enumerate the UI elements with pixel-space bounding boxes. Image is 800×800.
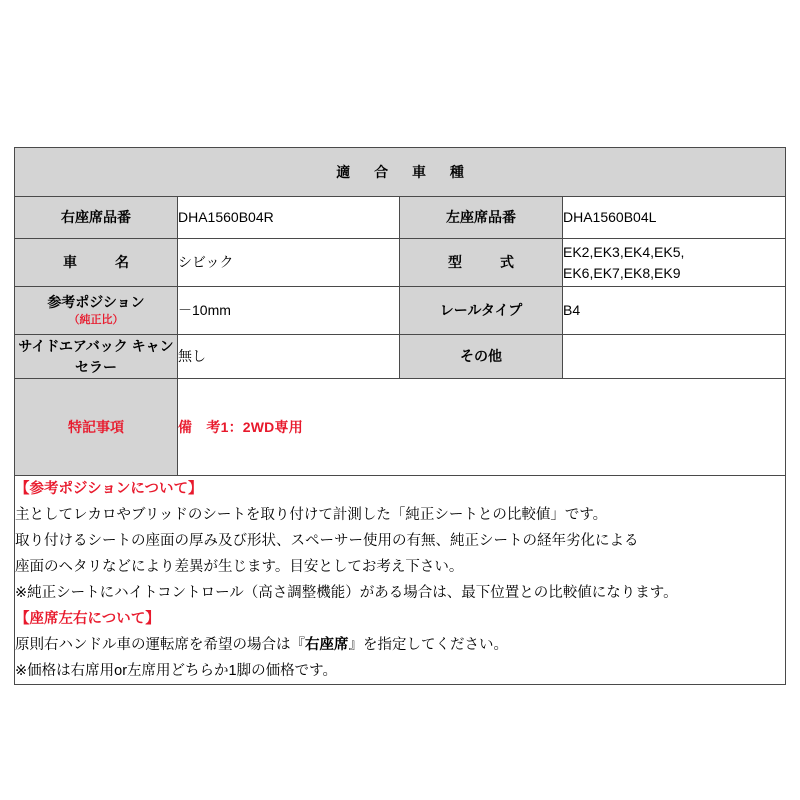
right-seat-partno-label: 右座席品番 — [15, 197, 178, 239]
other-value — [563, 335, 786, 379]
special-remarks-label: 特記事項 — [15, 379, 178, 476]
special-remarks-row — [15, 379, 786, 476]
model-code-value — [563, 239, 786, 287]
car-name-value: シビック — [178, 239, 400, 287]
footnote-line: 主としてレカロやブリッドのシートを取り付けて計測した「純正シートとの比較値」です。 — [15, 507, 608, 523]
reference-position-label-main: 参考ポジション — [47, 293, 145, 310]
rail-type-value: B4 — [563, 287, 786, 335]
footnotes-block — [15, 476, 786, 685]
other-label: その他 — [400, 335, 563, 379]
compatibility-table — [14, 147, 786, 685]
car-name-label: 車 名 — [15, 239, 178, 287]
side-airbag-canceller-value: 無し — [178, 335, 400, 379]
table-row — [15, 335, 786, 379]
left-seat-partno-label: 左座席品番 — [400, 197, 563, 239]
page-title: 適 合 車 種 — [15, 148, 786, 197]
side-airbag-canceller-label — [15, 335, 178, 379]
reference-position-label-sub: （純正比） — [68, 314, 124, 327]
rail-type-label: レールタイプ — [400, 287, 563, 335]
footnotes-row — [15, 476, 786, 685]
table-title-row — [15, 148, 786, 197]
model-code-label: 型 式 — [400, 239, 563, 287]
table-row — [15, 239, 786, 287]
table-row — [15, 287, 786, 335]
footnote-line: 【座席左右について】 — [15, 611, 160, 627]
footnote-line: ※純正シートにハイトコントロール（高さ調整機能）がある場合は、最下位置との比較値になります。 — [15, 585, 678, 601]
left-seat-partno-value: DHA1560B04L — [563, 197, 786, 239]
footnote-emphasis: 右座席 — [305, 637, 349, 653]
table-row — [15, 197, 786, 239]
side-airbag-canceller-label-line-2: キャンセラー — [75, 338, 174, 375]
right-seat-partno-value: DHA1560B04R — [178, 197, 400, 239]
model-code-line-1: EK2,EK3,EK4,EK5, — [563, 243, 685, 260]
footnote-line: 【参考ポジションについて】 — [15, 481, 203, 497]
footnote-line: 取り付けるシートの座面の厚み及び形状、スペーサー使用の有無、純正シートの経年劣化による — [15, 533, 639, 549]
reference-position-label — [15, 287, 178, 335]
model-code-line-2: EK6,EK7,EK8,EK9 — [563, 264, 681, 281]
footnote-line: 座面のヘタリなどにより差異が生じます。目安としてお考え下さい。 — [15, 559, 464, 575]
special-remarks-value: 備 考1：2WD専用 — [178, 379, 786, 476]
footnote-line: ※価格は右席用or左席用どちらか1脚の価格です。 — [15, 663, 337, 679]
footnote-line-seat-side: 原則右ハンドル車の運転席を希望の場合は『右座席』を指定してください。 — [15, 637, 508, 653]
side-airbag-canceller-label-line-1: サイドエアバック — [18, 338, 128, 355]
reference-position-value: －10mm — [178, 287, 400, 335]
